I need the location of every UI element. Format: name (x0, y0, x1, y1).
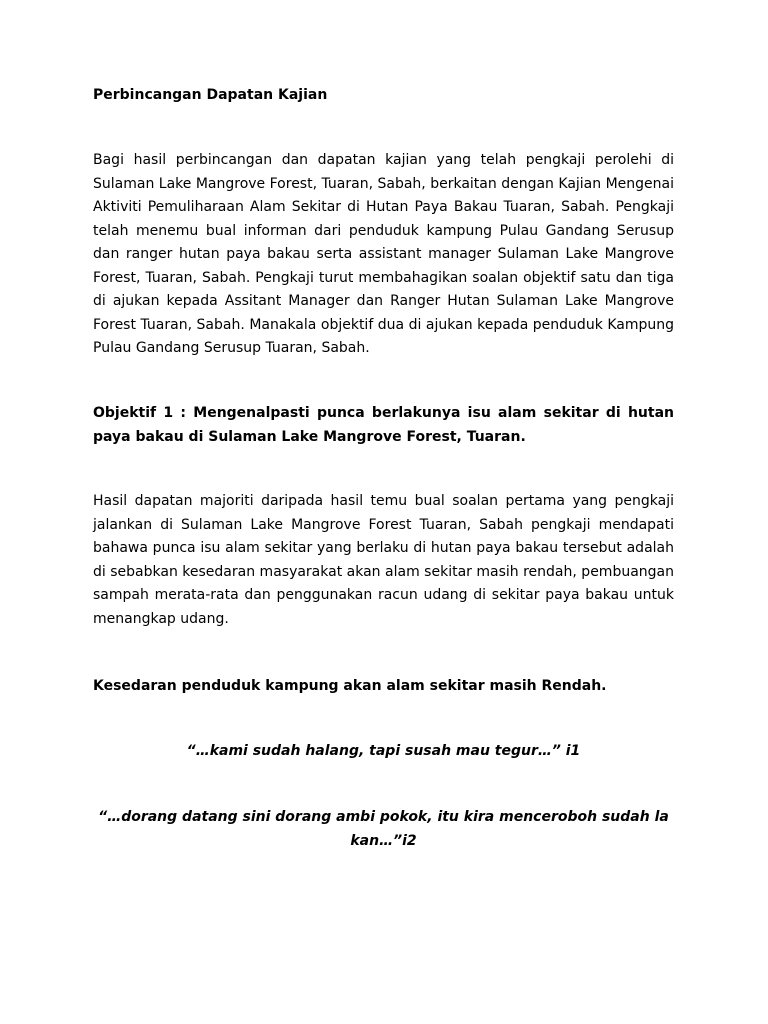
awareness-subheading: Kesedaran penduduk kampung akan alam sekitar masih Rendah. (93, 678, 607, 694)
findings-paragraph: Hasil dapatan majoriti daripada hasil temu bual soalan pertama yang pengkaji jalankan di Sulaman Lake Mangrove Forest Tuaran, Sabah pengkaji mendapati bahawa punca isu alam sekitar yang berlaku di hutan paya bakau tersebut adalah di sebabkan kesedaran masyarakat akan alam sekitar masih rendah, pembuangan sampah merata-rata dan penggunakan racun udang di sekitar paya bakau untuk menangkap udang. (93, 493, 674, 627)
section-title: Perbincangan Dapatan Kajian (93, 87, 328, 103)
interview-quote-1: “…kami sudah halang, tapi susah mau tegur…” i1 (186, 743, 581, 759)
document-page (93, 0, 674, 1024)
objective-1-heading: Objektif 1 : Mengenalpasti punca berlakunya isu alam sekitar di hutan paya bakau di Sulaman Lake Mangrove Forest, Tuaran. (93, 405, 674, 445)
interview-quote-2: “…dorang datang sini dorang ambi pokok, itu kira menceroboh sudah la kan…”i2 (98, 809, 669, 849)
intro-paragraph: Bagi hasil perbincangan dan dapatan kajian yang telah pengkaji perolehi di Sulaman Lake Mangrove Forest, Tuaran, Sabah, berkaitan dengan Kajian Mengenai Aktiviti Pemuliharaan Alam Sekitar di Hutan Paya Bakau Tuaran, Sabah. Pengkaji telah menemu bual informan dari penduduk kampung Pulau Gandang Serusup dan ranger hutan paya bakau serta assistant manager Sulaman Lake Mangrove Forest, Tuaran, Sabah. Pengkaji turut membahagikan soalan objektif satu dan tiga di ajukan kepada Assitant Manager dan Ranger Hutan Sulaman Lake Mangrove Forest Tuaran, Sabah. Manakala objektif dua di ajukan kepada penduduk Kampung Pulau Gandang Serusup Tuaran, Sabah. (93, 152, 674, 356)
